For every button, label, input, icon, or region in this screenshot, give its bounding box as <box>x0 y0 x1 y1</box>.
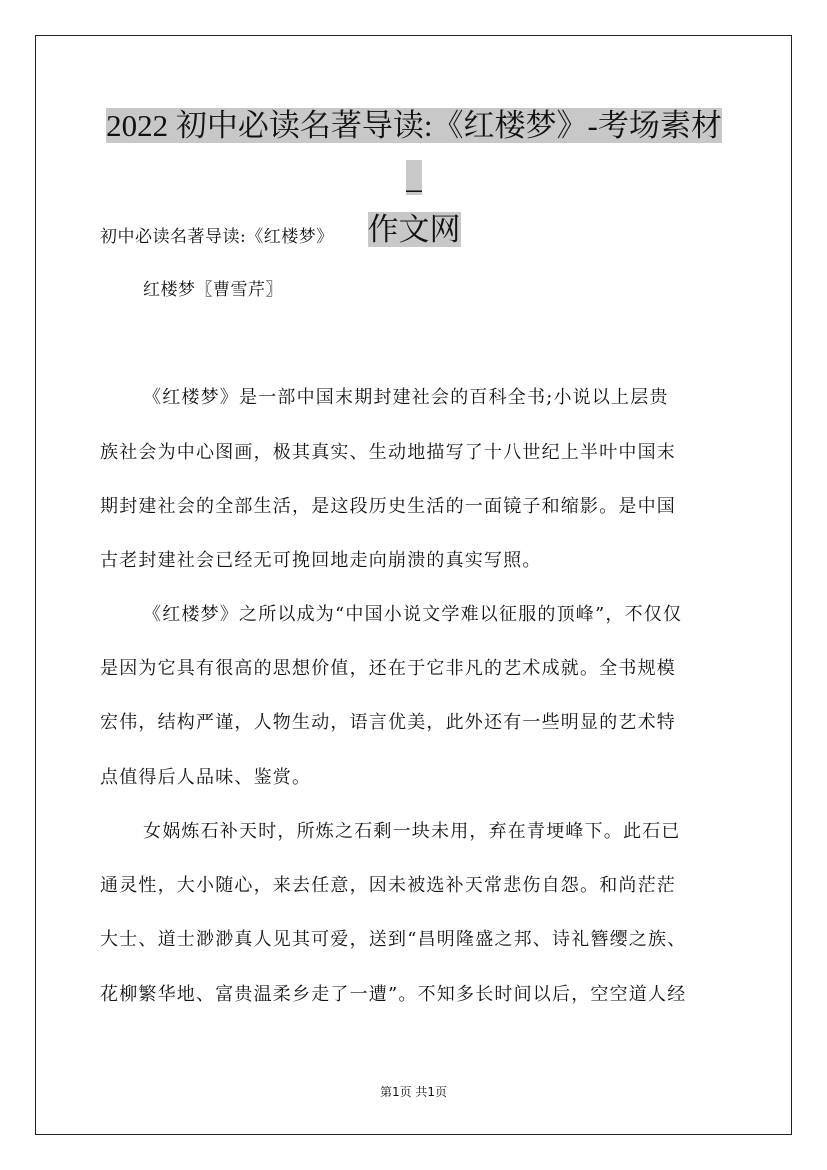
paragraph-line: 通灵性，大小随心，来去任意，因未被选补天常悲伤自怨。和尚茫茫 <box>100 875 676 896</box>
paragraph-line: 点值得后人品味、鉴赏。 <box>100 767 312 788</box>
paragraph-line: 期封建社会的全部生活，是这段历史生活的一面镜子和缩影。是中国 <box>100 496 676 517</box>
title-line-1: 2022 初中必读名著导读:《红楼梦》-考场素材_ <box>106 108 722 195</box>
paragraph-line: 大士、道士渺渺真人见其可爱，送到“昌明隆盛之邦、诗礼簪缨之族、 <box>100 929 687 950</box>
page-footer: 第1页 共1页 <box>379 1085 448 1099</box>
paragraph-line: 《红楼梦》之所以成为“中国小说文学难以征服的顶峰”，不仅仅 <box>143 604 683 625</box>
intro-line: 初中必读名著导读:《红楼梦》 <box>100 227 334 247</box>
paragraph-line: 宏伟，结构严谨，人物生动，语言优美，此外还有一些明显的艺术特 <box>100 712 676 733</box>
paragraph-line: 古老封建社会已经无可挽回地走向崩溃的真实写照。 <box>100 550 542 571</box>
paragraph-line: 女娲炼石补天时，所炼之石剩一块未用，弃在青埂峰下。此石已 <box>143 821 681 842</box>
paragraph-line: 族社会为中心图画，极其真实、生动地描写了十八世纪上半叶中国末 <box>100 442 676 463</box>
paragraph-line: 《红楼梦》是一部中国末期封建社会的百科全书;小说以上层贵 <box>143 387 669 408</box>
paragraph-line: 花柳繁华地、富贵温柔乡走了一遭”。不知多长时间以后，空空道人经 <box>100 984 687 1005</box>
title-line-2: 作文网 <box>367 212 461 247</box>
book-author-line: 红楼梦〖曹雪芹〗 <box>143 280 283 300</box>
paragraph-line: 是因为它具有很高的思想价值，还在于它非凡的艺术成就。全书规模 <box>100 658 676 679</box>
